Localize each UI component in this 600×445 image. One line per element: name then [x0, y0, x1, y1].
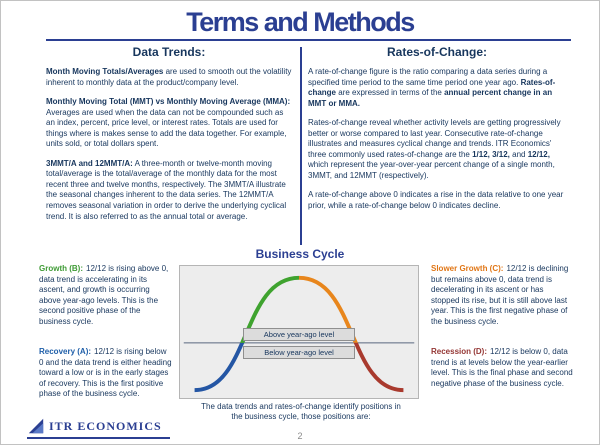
- rates-paragraph-1: A rate-of-change figure is the ratio comparing a data series during a specified time period to the same time period one year ago. Rates-of-change are expressed in terms of the annual percent change in an MMT or MMA.: [308, 67, 556, 108]
- slower-growth-quadrant-text: [431, 264, 573, 327]
- title-divider: [46, 39, 571, 41]
- rates-paragraph-3: A rate-of-change above 0 indicates a rise in the data relative to one year prior, while a rate-of-change below 0 indicates decline.: [308, 190, 564, 211]
- rates-of-change-heading: Rates-of-Change:: [386, 45, 487, 59]
- recession-description: 12/12 is below 0, data trend is at levels below the year-earlier level. This is the final phase and second negative phase of the business cycle.: [431, 347, 573, 388]
- recession-quadrant-text: [431, 347, 573, 389]
- business-cycle-diagram: [179, 265, 419, 399]
- data-trends-paragraph-3: 3MMT/A and 12MMT/A: A three-month or twelve-month moving total/average is the total/average of the monthly data for the most recent three and twelve months, respectively. The 3MMT/A illustrate the seasonal changes inherent to the data series. The 12MMT/A removes seasonal variation in order to derive the underlying cyclical trend. It is also referred to as the annual total or average.: [46, 158, 287, 221]
- data-trends-paragraph-1: Month Moving Totals/Averages are used to smooth out the volatility inherent to monthly data at the product/company level.: [46, 67, 292, 87]
- growth-description: 12/12 is rising above 0, data trend is accelerating in its ascent, and growth is occurring above year-ago levels. This is the second positive phase of the business cycle.: [39, 264, 169, 326]
- recovery-quadrant-text: [39, 347, 172, 400]
- rates-paragraph-2: Rates-of-change reveal whether activity levels are getting progressively better or worse compared to last year. Consecutive rate-of-change illustrates and measures cyclical change and trends. ITR Economics' three commonly used rates-of-change are the 1/12, 3/12, and 12/12, which represent the year-over-year percent change of a single month, 3MMT, and 12MMT (respectively).: [308, 118, 561, 180]
- above-year-ago-label: Above year-ago level: [243, 328, 355, 341]
- recession-label: Recession (D):: [431, 347, 488, 356]
- slower-growth-description: 12/12 is declining but remains above 0, data trend is decelerating in its ascent or has stopped its rise, but it is still above last year. This is the first negative phase of the business cycle.: [431, 264, 569, 326]
- growth-quadrant-text: [39, 264, 172, 327]
- data-trends-paragraph-2: Monthly Moving Total (MMT) vs Monthly Moving Average (MMA): Averages are used when the data can not be compounded such as an index, percent, price level, or interest rates. Totals are used for things where is makes sense to add the data together. For example, units sold, or total dollars spent.: [46, 97, 291, 149]
- below-year-ago-label: Below year-ago level: [243, 346, 355, 359]
- data-trends-column: [46, 45, 292, 231]
- page-title: Terms and Methods: [186, 7, 414, 37]
- page-number: 2: [297, 431, 303, 441]
- recovery-label: Recovery (A):: [39, 347, 92, 356]
- slower-growth-label: Slower Growth (C):: [431, 264, 504, 273]
- itr-logo-text: ITR ECONOMICS: [49, 418, 162, 433]
- column-divider: [300, 47, 302, 245]
- diagram-caption: The data trends and rates-of-change identify positions in the business cycle, those positions are:: [201, 402, 401, 422]
- data-trends-heading: Data Trends:: [132, 45, 206, 59]
- rates-of-change-column: [308, 45, 566, 221]
- growth-label: Growth (B):: [39, 264, 83, 273]
- business-cycle-heading: Business Cycle: [255, 247, 345, 261]
- recovery-description: 12/12 is rising below 0 and the data trend is either heading toward a low or is in the early stages of recovery. This is the first positive phase of the business cycle.: [39, 347, 172, 399]
